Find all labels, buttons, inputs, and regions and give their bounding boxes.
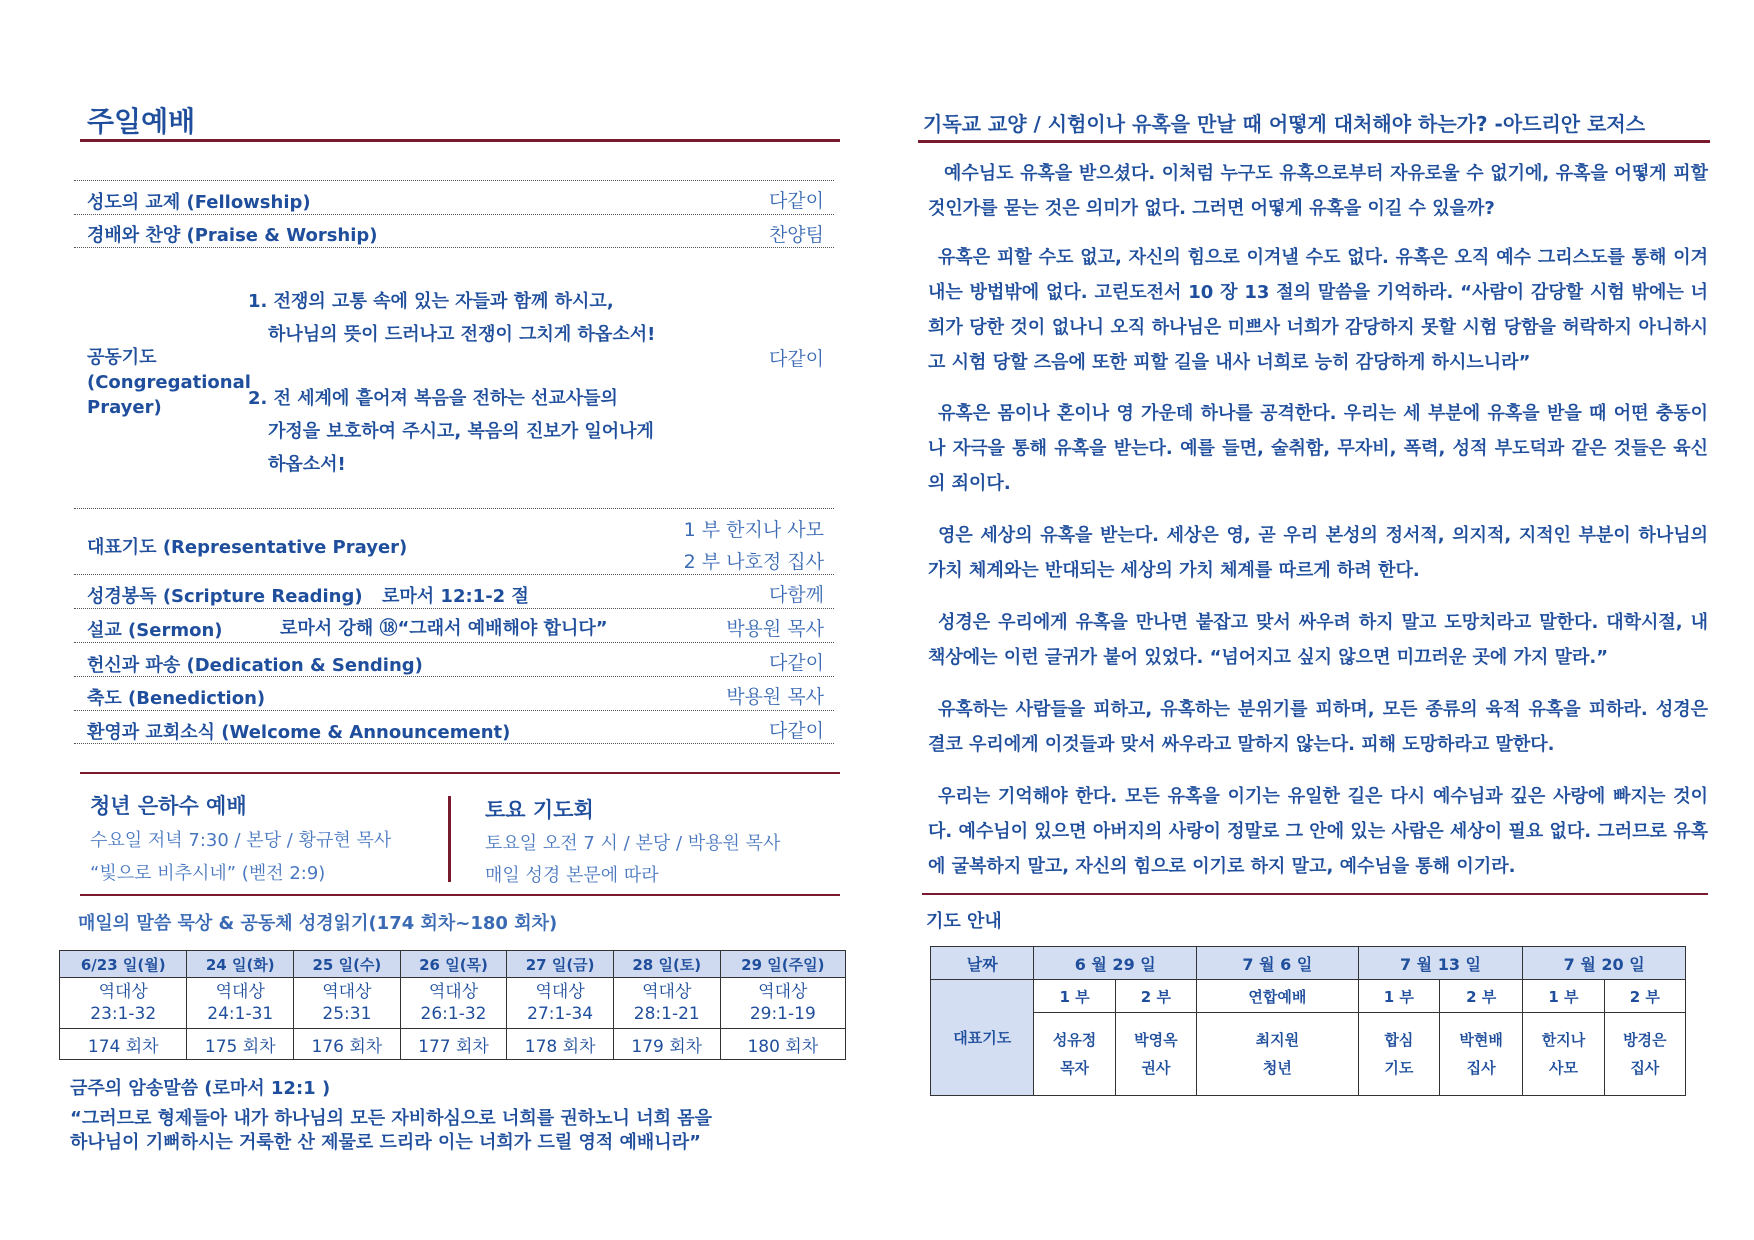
prayer-line-5: 하옵소서! xyxy=(268,454,346,475)
book: 역대상 xyxy=(98,982,148,1002)
name-cell xyxy=(1439,1013,1522,1096)
day-cell: 28 일(토) xyxy=(613,951,720,978)
worship-title: 주일예배 xyxy=(87,105,196,138)
section-divider xyxy=(80,772,840,774)
prayer-line-4: 가정을 보호하여 주시고, 복음의 진보가 일어나게 xyxy=(268,421,654,442)
dedication-label: 헌신과 파송 (Dedication & Sending) xyxy=(87,655,423,676)
title: 목자 xyxy=(1060,1059,1090,1077)
book: 역대상 xyxy=(535,982,585,1002)
title: 집사 xyxy=(1630,1059,1660,1077)
title: 집사 xyxy=(1466,1059,1496,1077)
article-paragraph-4: 영은 세상의 유혹을 받는다. 세상은 영, 곧 우리 본성의 정서적, 의지적, 지적인 부분이 하나님의 가치 체계와는 반대되는 세상의 가치 체계를 따르게 하려 한다. xyxy=(928,525,1708,581)
article-paragraph-1: 예수님도 유혹을 받으셨다. 이처럼 누구도 유혹으로부터 자유로울 수 없기에, 유혹을 어떻게 피할 것인가를 묻는 것은 의미가 없다. 그러면 어떻게 유혹을 이길 수 있을까? xyxy=(928,163,1708,219)
prayer-guide-title: 기도 안내 xyxy=(926,911,1002,932)
name-cell xyxy=(1358,1013,1439,1096)
count-cell: 175 회차 xyxy=(187,1029,294,1060)
count-cell: 177 회차 xyxy=(400,1029,507,1060)
name: 한지나 xyxy=(1541,1031,1586,1049)
day-cell: 25 일(수) xyxy=(294,951,401,978)
count-cell: 179 회차 xyxy=(613,1029,720,1060)
section-divider xyxy=(922,893,1708,895)
divider xyxy=(74,180,834,181)
prayer-line-3: 2. 전 세계에 흩어져 복음을 전하는 선교사들의 xyxy=(248,388,618,409)
divider xyxy=(74,608,834,609)
service-cell: 1 부 xyxy=(1034,980,1115,1013)
representative-label: 대표기도 (Representative Prayer) xyxy=(87,537,408,558)
daily-title: 매일의 말씀 묵상 & 공동체 성경읽기(174 회차~180 회차) xyxy=(78,913,558,934)
welcome-label: 환영과 교회소식 (Welcome & Announcement) xyxy=(87,722,511,743)
day-cell: 6/23 일(월) xyxy=(60,951,187,978)
count-cell: 180 회차 xyxy=(720,1029,845,1060)
name: 최지원 xyxy=(1255,1031,1300,1049)
divider xyxy=(74,574,834,575)
divider xyxy=(74,710,834,711)
saturday-line1: 토요일 오전 7 시 / 본당 / 박용원 목사 xyxy=(485,833,781,854)
sermon-title: 로마서 강해 ⑱“그래서 예배해야 합니다” xyxy=(280,618,608,639)
service-cell: 2 부 xyxy=(1439,980,1522,1013)
divider xyxy=(74,743,834,744)
ref: 28:1-21 xyxy=(633,1004,700,1024)
ref: 26:1-32 xyxy=(420,1004,487,1024)
article-paragraph-3: 유혹은 몸이나 혼이나 영 가운데 하나를 공격한다. 우리는 세 부분에 유혹을 받을 때 어떤 충동이나 자극을 통해 유혹을 받는다. 예를 들면, 술취함, 무자비, 폭력, 성적 부도덕과 같은 것들은 육신의 죄이다. xyxy=(928,403,1708,494)
count-cell: 176 회차 xyxy=(294,1029,401,1060)
divider xyxy=(74,247,834,248)
reading-cell xyxy=(294,978,401,1029)
section-divider xyxy=(80,894,840,896)
article-underline xyxy=(918,140,1710,143)
book: 역대상 xyxy=(428,982,479,1002)
youth-line2: “빛으로 비추시네” (벧전 2:9) xyxy=(90,863,326,884)
representative-who-2: 2 부 나호정 집사 xyxy=(683,551,824,573)
service-cell: 1 부 xyxy=(1523,980,1604,1013)
name: 성유정 xyxy=(1052,1031,1097,1049)
count-cell: 174 회차 xyxy=(60,1029,187,1060)
name-cell xyxy=(1115,1013,1196,1096)
title: 사모 xyxy=(1548,1059,1578,1077)
book: 역대상 xyxy=(642,982,692,1002)
service-cell: 2 부 xyxy=(1604,980,1685,1013)
date-cell: 7 월 13 일 xyxy=(1358,947,1523,980)
day-cell: 29 일(주일) xyxy=(720,951,845,978)
ref: 24:1-31 xyxy=(207,1004,274,1024)
benediction-who: 박용원 목사 xyxy=(726,686,824,708)
title: 권사 xyxy=(1141,1059,1171,1077)
scripture-label: 성경봉독 (Scripture Reading) xyxy=(87,586,363,607)
congregational-en2: Prayer) xyxy=(87,397,162,418)
name: 박현배 xyxy=(1459,1031,1503,1049)
representative-who-1: 1 부 한지나 사모 xyxy=(683,519,824,541)
name: 박영옥 xyxy=(1134,1031,1178,1049)
ref: 23:1-32 xyxy=(90,1004,157,1024)
reading-cell xyxy=(613,978,720,1029)
vertical-divider xyxy=(448,796,451,882)
divider xyxy=(74,642,834,643)
welcome-who: 다같이 xyxy=(768,720,824,742)
scripture-who: 다함께 xyxy=(768,584,824,606)
service-cell: 연합예배 xyxy=(1197,980,1359,1013)
date-cell: 7 월 20 일 xyxy=(1523,947,1686,980)
article-paragraph-6: 유혹하는 사람들을 피하고, 유혹하는 분위기를 피하며, 모든 종류의 육적 유혹을 피하라. 성경은 결코 우리에게 이것들과 맞서 싸우라고 말하지 않는다. 피해 도망하라고 말한다. xyxy=(928,699,1708,755)
book: 역대상 xyxy=(322,982,372,1002)
day-cell: 24 일(화) xyxy=(187,951,294,978)
date-cell: 7 월 6 일 xyxy=(1197,947,1359,980)
divider xyxy=(74,214,834,215)
dedication-who: 다같이 xyxy=(768,652,824,674)
divider xyxy=(74,676,834,677)
prayer-line-1: 1. 전쟁의 고통 속에 있는 자들과 함께 하시고, xyxy=(248,291,614,312)
name-cell xyxy=(1604,1013,1685,1096)
memory-line2: 하나님이 기뻐하시는 거룩한 산 제물로 드리라 이는 너희가 드릴 영적 예배니라” xyxy=(70,1132,701,1153)
order-worship-who: 찬양팀 xyxy=(768,224,824,246)
memory-title: 금주의 암송말씀 (로마서 12:1 ) xyxy=(70,1078,331,1099)
sermon-label: 설교 (Sermon) xyxy=(87,620,223,641)
row-label: 대표기도 xyxy=(931,980,1034,1096)
ref: 27:1-34 xyxy=(527,1004,594,1024)
name-cell xyxy=(1034,1013,1115,1096)
reading-cell xyxy=(400,978,507,1029)
article-title: 기독교 교양 / 시험이나 유혹을 만날 때 어떻게 대처해야 하는가? -아드리안 로저스 xyxy=(923,112,1646,136)
sermon-who: 박용원 목사 xyxy=(726,618,824,640)
ref: 29:1-19 xyxy=(749,1004,816,1024)
reading-cell xyxy=(720,978,845,1029)
article-paragraph-7: 우리는 기억해야 한다. 모든 유혹을 이기는 유일한 길은 다시 예수님과 깊은 사랑에 빠지는 것이다. 예수님이 있으면 아버지의 사랑이 정말로 그 안에 있는 사람은 세상이 필요 없다. 그러므로 유혹에 굴복하지 말고, 자신의 힘으로 이기로 하지 말고, 예수님을 통해 이기라. xyxy=(928,786,1708,877)
congregational-en1: (Congregational xyxy=(87,372,251,393)
youth-line1: 수요일 저녁 7:30 / 본당 / 황규현 목사 xyxy=(90,830,392,851)
day-cell: 27 일(금) xyxy=(507,951,614,978)
benediction-label: 축도 (Benediction) xyxy=(87,688,266,709)
name: 합심 xyxy=(1384,1031,1414,1049)
title: 청년 xyxy=(1262,1059,1292,1077)
prayer-line-2: 하나님의 뜻이 드러나고 전쟁이 그치게 하옵소서! xyxy=(268,324,656,345)
service-cell: 1 부 xyxy=(1358,980,1439,1013)
article-paragraph-2: 유혹은 피할 수도 없고, 자신의 힘으로 이겨낼 수도 없다. 유혹은 오직 예수 그리스도를 통해 이겨내는 방법밖에 없다. 고린도전서 10 장 13 절의 말씀을 기억하라. “사람이 감당할 시험 밖에는 너희가 당한 것이 없나니 오직 하나님은 미쁘사 너희가 감당하지 못할 시험 당함을 허락하지 아니하시고 시험 당할 즈음에 또한 피할 길을 내사 너희로 능히 감당하게 하시느니라” xyxy=(928,247,1708,373)
congregational-label: 공동기도 xyxy=(87,347,157,368)
prayer-guide-table xyxy=(930,946,1686,1096)
order-fellowship-who: 다같이 xyxy=(768,190,824,212)
order-fellowship: 성도의 교제 (Fellowship) xyxy=(87,192,311,213)
service-cell: 2 부 xyxy=(1115,980,1196,1013)
title-underline xyxy=(80,139,840,142)
divider xyxy=(74,508,834,509)
count-cell: 178 회차 xyxy=(507,1029,614,1060)
bible-reading-table xyxy=(59,950,846,1060)
reading-cell xyxy=(187,978,294,1029)
order-worship: 경배와 찬양 (Praise & Worship) xyxy=(87,225,378,246)
memory-line1: “그러므로 형제들아 내가 하나님의 모든 자비하심으로 너희를 권하노니 너희 몸을 xyxy=(70,1108,713,1129)
congregational-who: 다같이 xyxy=(768,348,824,370)
book: 역대상 xyxy=(215,982,265,1002)
youth-title: 청년 은하수 예배 xyxy=(90,794,247,818)
book: 역대상 xyxy=(758,982,808,1002)
name: 방경은 xyxy=(1623,1031,1667,1049)
name-cell xyxy=(1197,1013,1359,1096)
title: 기도 xyxy=(1384,1059,1414,1077)
ref: 25:31 xyxy=(322,1004,372,1024)
article-paragraph-5: 성경은 우리에게 유혹을 만나면 붙잡고 맞서 싸우려 하지 말고 도망치라고 말한다. 대학시절, 내 책상에는 이런 글귀가 붙어 있었다. “넘어지고 싶지 않으면 미끄러운 곳에 가지 말라.” xyxy=(928,612,1708,668)
reading-cell xyxy=(507,978,614,1029)
scripture-ref: 로마서 12:1-2 절 xyxy=(382,586,529,607)
saturday-title: 토요 기도회 xyxy=(485,798,594,822)
name-cell xyxy=(1523,1013,1604,1096)
reading-cell xyxy=(60,978,187,1029)
day-cell: 26 일(목) xyxy=(400,951,507,978)
date-cell: 6 월 29 일 xyxy=(1034,947,1197,980)
saturday-line2: 매일 성경 본문에 따라 xyxy=(485,865,659,886)
date-header: 날짜 xyxy=(931,947,1034,980)
